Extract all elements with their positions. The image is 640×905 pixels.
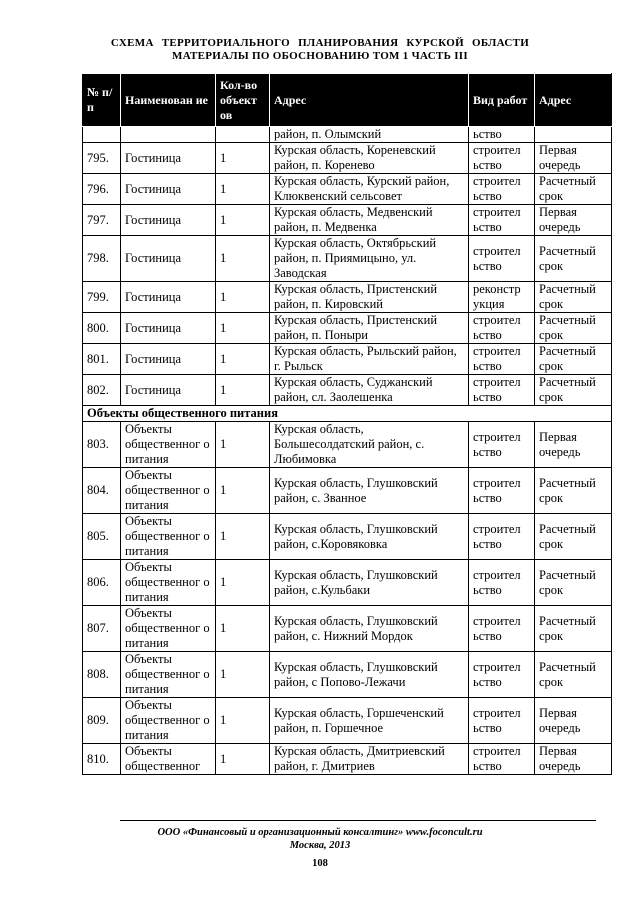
row-number: 802. [83, 375, 121, 406]
col-header-work: Вид работ [469, 74, 535, 127]
row-number: 804. [83, 468, 121, 514]
col-header-name: Наименован ие [121, 74, 216, 127]
row-number: 805. [83, 514, 121, 560]
row-work-type: строител ьство [469, 560, 535, 606]
header-subtitle: МАТЕРИАЛЫ ПО ОБОСНОВАНИЮ ТОМ 1 ЧАСТЬ III [172, 50, 468, 62]
continuation-work: ьство [469, 127, 535, 143]
table-row [83, 422, 612, 468]
table-row [83, 560, 612, 606]
row-name: Объекты общественног о питания [121, 606, 216, 652]
row-number: 807. [83, 606, 121, 652]
row-work-type: строител ьство [469, 422, 535, 468]
row-work-type: реконстр укция [469, 282, 535, 313]
row-stage: Первая очередь [535, 744, 612, 775]
row-work-type: строител ьство [469, 514, 535, 560]
footer-company: ООО «Финансовый и организационный консалтинг» www.foconcult.ru [157, 827, 483, 838]
row-number: 803. [83, 422, 121, 468]
footer-divider [120, 820, 596, 821]
row-count: 1 [216, 143, 270, 174]
row-count: 1 [216, 282, 270, 313]
row-count: 1 [216, 205, 270, 236]
section-row [83, 406, 612, 422]
row-stage: Первая очередь [535, 698, 612, 744]
row-work-type: строител ьство [469, 375, 535, 406]
row-name: Гостиница [121, 344, 216, 375]
row-address: Курская область, Глушковский район, с. Нижний Мордок [270, 606, 469, 652]
row-name: Гостиница [121, 174, 216, 205]
row-count: 1 [216, 560, 270, 606]
row-stage: Первая очередь [535, 205, 612, 236]
row-address: Курская область, Глушковский район, с.Кульбаки [270, 560, 469, 606]
row-work-type: строител ьство [469, 606, 535, 652]
row-count: 1 [216, 744, 270, 775]
row-address: Курская область, Медвенский район, п. Медвенка [270, 205, 469, 236]
row-stage: Расчетный срок [535, 313, 612, 344]
section-title: Объекты общественного питания [83, 406, 612, 422]
row-work-type: строител ьство [469, 313, 535, 344]
row-name: Объекты общественног о питания [121, 514, 216, 560]
row-count: 1 [216, 422, 270, 468]
table-row [83, 514, 612, 560]
table-header-row [83, 74, 612, 127]
row-count: 1 [216, 606, 270, 652]
table-row [83, 606, 612, 652]
row-work-type: строител ьство [469, 143, 535, 174]
row-work-type: строител ьство [469, 344, 535, 375]
row-number: 801. [83, 344, 121, 375]
row-name: Объекты общественног о питания [121, 652, 216, 698]
row-name: Объекты общественног о питания [121, 468, 216, 514]
row-number: 806. [83, 560, 121, 606]
row-count: 1 [216, 236, 270, 282]
continuation-address: район, п. Олымский [270, 127, 469, 143]
table-row [83, 236, 612, 282]
row-stage: Расчетный срок [535, 236, 612, 282]
row-stage: Расчетный срок [535, 514, 612, 560]
row-stage: Расчетный срок [535, 174, 612, 205]
table-row [83, 344, 612, 375]
row-number: 798. [83, 236, 121, 282]
row-work-type: строител ьство [469, 652, 535, 698]
row-work-type: строител ьство [469, 174, 535, 205]
table-row [83, 468, 612, 514]
row-address: Курская область, Дмитриевский район, г. Дмитриев [270, 744, 469, 775]
row-address: Курская область, Курский район, Клюквенский сельсовет [270, 174, 469, 205]
row-stage: Расчетный срок [535, 652, 612, 698]
continuation-row [83, 127, 612, 143]
table-row [83, 375, 612, 406]
row-name: Объекты общественног [121, 744, 216, 775]
table-row [83, 698, 612, 744]
row-name: Гостиница [121, 205, 216, 236]
table-row [83, 313, 612, 344]
document-footer [0, 826, 640, 852]
row-address: Курская область, Горшеченский район, п. Горшечное [270, 698, 469, 744]
row-number: 809. [83, 698, 121, 744]
row-stage: Расчетный срок [535, 282, 612, 313]
row-number: 797. [83, 205, 121, 236]
row-count: 1 [216, 514, 270, 560]
row-number: 810. [83, 744, 121, 775]
row-name: Объекты общественног о питания [121, 422, 216, 468]
row-stage: Первая очередь [535, 143, 612, 174]
row-count: 1 [216, 652, 270, 698]
row-count: 1 [216, 375, 270, 406]
row-stage: Расчетный срок [535, 560, 612, 606]
table-row [83, 652, 612, 698]
row-count: 1 [216, 174, 270, 205]
header-title: СХЕМА ТЕРРИТОРИАЛЬНОГО ПЛАНИРОВАНИЯ КУРСКОЙ ОБЛАСТИ [110, 37, 530, 49]
row-number: 799. [83, 282, 121, 313]
col-header-stage: Адрес [535, 74, 612, 127]
row-stage: Расчетный срок [535, 344, 612, 375]
row-address: Курская область, Кореневский район, п. Коренево [270, 143, 469, 174]
col-header-num: № п/п [83, 74, 121, 127]
row-work-type: строител ьство [469, 744, 535, 775]
row-count: 1 [216, 313, 270, 344]
row-work-type: строител ьство [469, 468, 535, 514]
row-name: Гостиница [121, 143, 216, 174]
row-address: Курская область, Глушковский район, с. Званное [270, 468, 469, 514]
objects-table [82, 73, 612, 775]
row-count: 1 [216, 344, 270, 375]
row-name: Гостиница [121, 282, 216, 313]
row-address: Курская область, Глушковский район, с Попово-Лежачи [270, 652, 469, 698]
row-work-type: строител ьство [469, 698, 535, 744]
col-header-address: Адрес [270, 74, 469, 127]
row-number: 796. [83, 174, 121, 205]
table-row [83, 205, 612, 236]
document-header [0, 37, 640, 63]
row-work-type: строител ьство [469, 205, 535, 236]
row-stage: Расчетный срок [535, 606, 612, 652]
row-name: Объекты общественног о питания [121, 560, 216, 606]
row-address: Курская область, Суджанский район, сл. Заолешенка [270, 375, 469, 406]
row-number: 808. [83, 652, 121, 698]
row-count: 1 [216, 468, 270, 514]
page-number: 108 [312, 858, 328, 869]
row-number: 795. [83, 143, 121, 174]
row-stage: Расчетный срок [535, 468, 612, 514]
row-name: Гостиница [121, 236, 216, 282]
row-name: Гостиница [121, 375, 216, 406]
row-stage: Первая очередь [535, 422, 612, 468]
row-name: Гостиница [121, 313, 216, 344]
table-row [83, 282, 612, 313]
row-address: Курская область, Большесолдатский район, с. Любимовка [270, 422, 469, 468]
row-address: Курская область, Пристенский район, п. Кировский [270, 282, 469, 313]
col-header-count: Кол-во объект ов [216, 74, 270, 127]
row-number: 800. [83, 313, 121, 344]
table-row [83, 744, 612, 775]
row-address: Курская область, Глушковский район, с.Коровяковка [270, 514, 469, 560]
row-work-type: строител ьство [469, 236, 535, 282]
row-count: 1 [216, 698, 270, 744]
row-stage: Расчетный срок [535, 375, 612, 406]
table-row [83, 143, 612, 174]
row-address: Курская область, Октябрьский район, п. Приямицыно, ул. Заводская [270, 236, 469, 282]
footer-city-year: Москва, 2013 [289, 840, 351, 851]
row-address: Курская область, Пристенский район, п. Поныри [270, 313, 469, 344]
row-name: Объекты общественног о питания [121, 698, 216, 744]
table-row [83, 174, 612, 205]
row-address: Курская область, Рыльский район, г. Рыльск [270, 344, 469, 375]
